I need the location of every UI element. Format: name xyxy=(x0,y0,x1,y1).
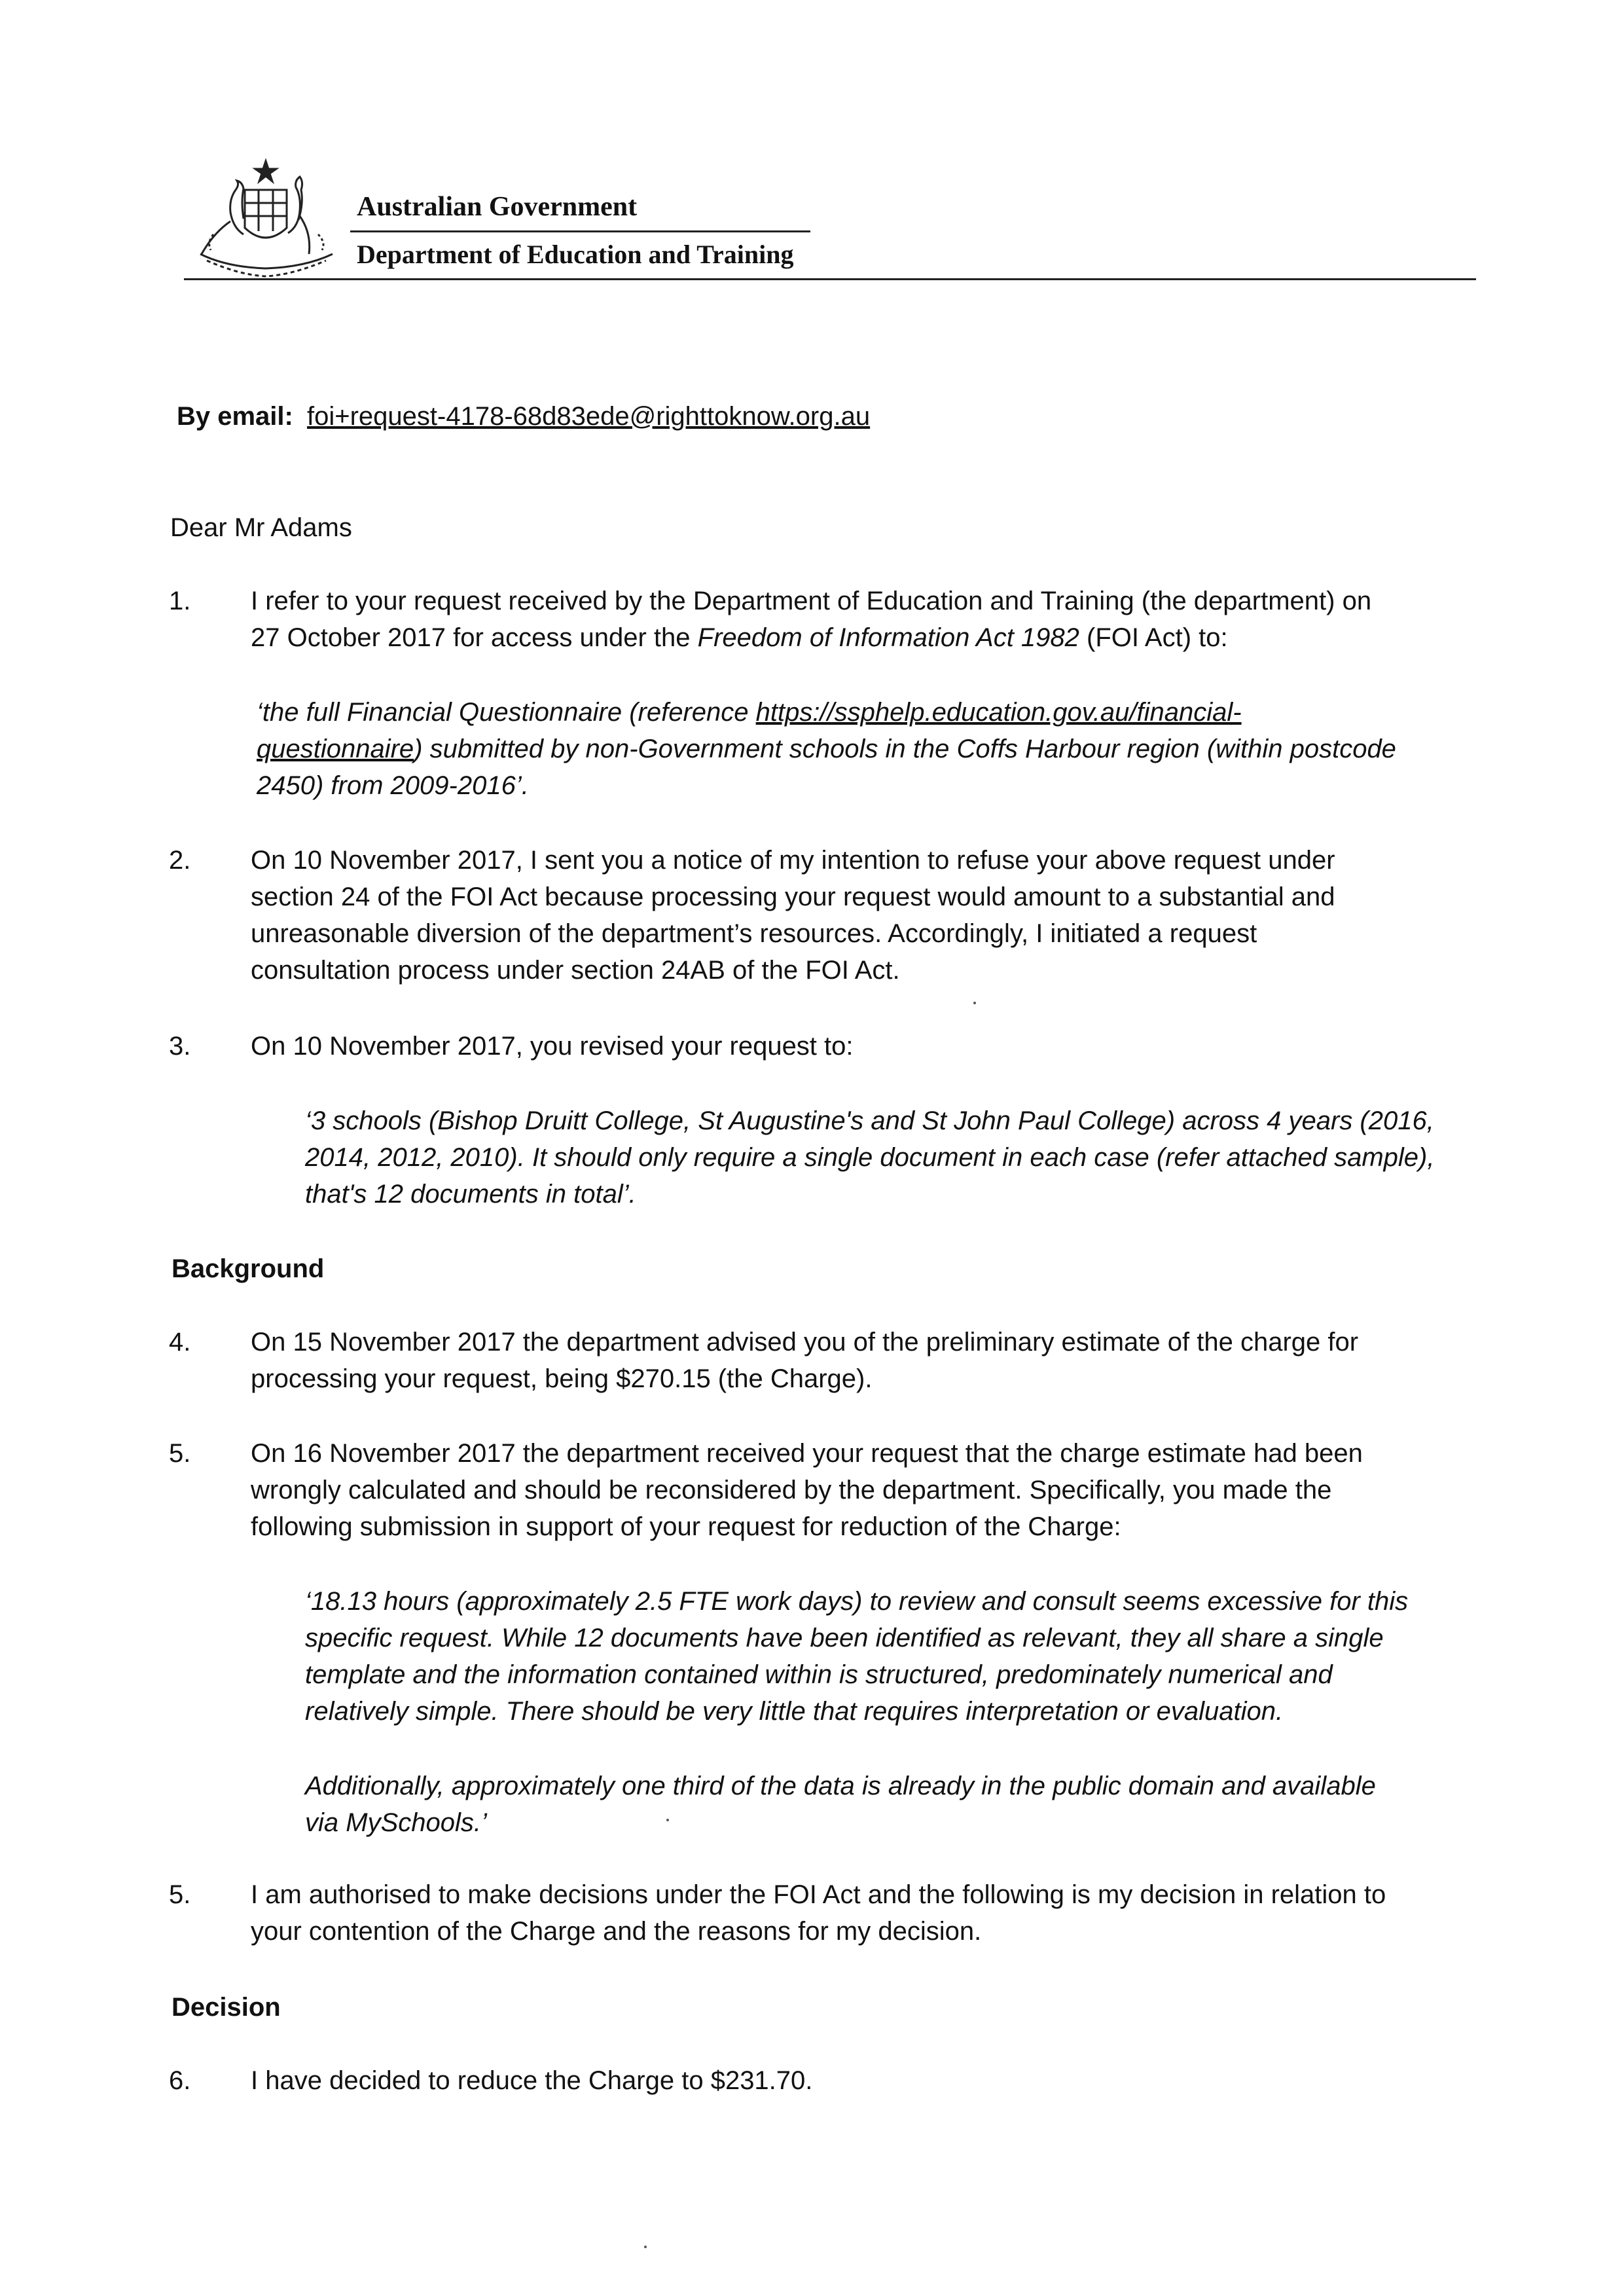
email-link[interactable]: foi+request-4178-68d83ede@righttoknow.org.au xyxy=(306,402,871,431)
para-5b-line-2: your contention of the Charge and the reasons for my decision. xyxy=(251,1917,982,1946)
para-5-line-1: On 16 November 2017 the department received your request that the charge estimate had been xyxy=(251,1439,1363,1468)
scan-speck xyxy=(666,1819,669,1821)
quote-1-line-2 xyxy=(257,731,1396,767)
quote-2-line-3: that's 12 documents in total’. xyxy=(305,1180,636,1209)
letterhead-divider xyxy=(350,230,810,232)
by-email-line xyxy=(177,398,870,435)
quote-1-line-3: 2450) from 2009-2016’. xyxy=(257,771,529,800)
quote-3-line-5: Additionally, approximately one third of the data is already in the public domain and available xyxy=(305,1772,1376,1800)
para-4-line-2: processing your request, being $270.15 (the Charge). xyxy=(251,1364,873,1393)
para-5b-line-1: I am authorised to make decisions under the FOI Act and the following is my decision in relation to xyxy=(251,1880,1386,1909)
para-2-line-1: On 10 November 2017, I sent you a notice of my intention to refuse your above request under xyxy=(251,846,1335,875)
scan-speck xyxy=(644,2246,647,2248)
para-2-line-3: unreasonable diversion of the department’s resources. Accordingly, I initiated a request xyxy=(251,919,1257,948)
department-name: Department of Education and Training xyxy=(357,240,794,269)
header-rule xyxy=(184,278,1476,280)
questionnaire-link[interactable]: https://ssphelp.education.gov.au/financial- xyxy=(755,698,1242,727)
quote-3-line-1: ‘18.13 hours (approximately 2.5 FTE work days) to review and consult seems excessive for this xyxy=(305,1587,1409,1616)
para-2-number: 2. xyxy=(169,846,191,875)
coat-of-arms-logo xyxy=(187,156,344,280)
quote-3-line-4: relatively simple. There should be very little that requires interpretation or evaluation. xyxy=(305,1697,1284,1726)
questionnaire-link-cont[interactable]: questionnaire xyxy=(257,735,414,763)
para-5-number: 5. xyxy=(169,1439,191,1468)
para-6-line-1: I have decided to reduce the Charge to $231.70. xyxy=(251,2066,813,2095)
para-3-line-1: On 10 November 2017, you revised your request to: xyxy=(251,1032,854,1061)
quote-2-line-1: ‘3 schools (Bishop Druitt College, St Augustine's and St John Paul College) across 4 years (2016, xyxy=(305,1106,1434,1135)
quote-2-line-2: 2014, 2012, 2010). It should only require a single document in each case (refer attached sample), xyxy=(305,1143,1435,1172)
para-2-line-4: consultation process under section 24AB of the FOI Act. xyxy=(251,956,900,985)
quote-3-line-6: via MySchools.’ xyxy=(305,1808,487,1837)
para-6-number: 6. xyxy=(169,2066,191,2095)
quote-1-text-b: ) submitted by non-Government schools in the Coffs Harbour region (within postcode xyxy=(414,735,1396,763)
by-email-label: By email: xyxy=(177,402,293,431)
quote-3-line-3: template and the information contained within is structured, predominately numerical and xyxy=(305,1660,1333,1689)
quote-1-line-1 xyxy=(257,694,1242,731)
heading-background: Background xyxy=(171,1254,325,1283)
act-title: Freedom of Information Act 1982 xyxy=(697,623,1079,652)
heading-decision: Decision xyxy=(171,1993,281,2022)
para-5-line-3: following submission in support of your request for reduction of the Charge: xyxy=(251,1512,1121,1541)
salutation: Dear Mr Adams xyxy=(170,513,352,542)
para-1-line-2-a: 27 October 2017 for access under the xyxy=(251,623,698,652)
para-4-number: 4. xyxy=(169,1328,191,1357)
para-1-line-1: I refer to your request received by the Department of Education and Training (the department) on xyxy=(251,587,1372,615)
quote-3-line-2: specific request. While 12 documents have been identified as relevant, they all share a single xyxy=(305,1624,1384,1652)
para-5b-number: 5. xyxy=(169,1880,191,1909)
para-3-number: 3. xyxy=(169,1032,191,1061)
scan-speck xyxy=(973,1002,976,1004)
quote-1-text-a: ‘the full Financial Questionnaire (reference xyxy=(257,698,756,727)
para-2-line-2: section 24 of the FOI Act because processing your request would amount to a substantial and xyxy=(251,883,1335,911)
para-4-line-1: On 15 November 2017 the department advised you of the preliminary estimate of the charge for xyxy=(251,1328,1359,1357)
para-1-number: 1. xyxy=(169,587,191,615)
para-1-line-2-c: (FOI Act) to: xyxy=(1079,623,1228,652)
government-name: Australian Government xyxy=(357,192,638,222)
para-1-line-2 xyxy=(251,619,1228,656)
para-5-line-2: wrongly calculated and should be reconsidered by the department. Specifically, you made the xyxy=(251,1476,1332,1504)
